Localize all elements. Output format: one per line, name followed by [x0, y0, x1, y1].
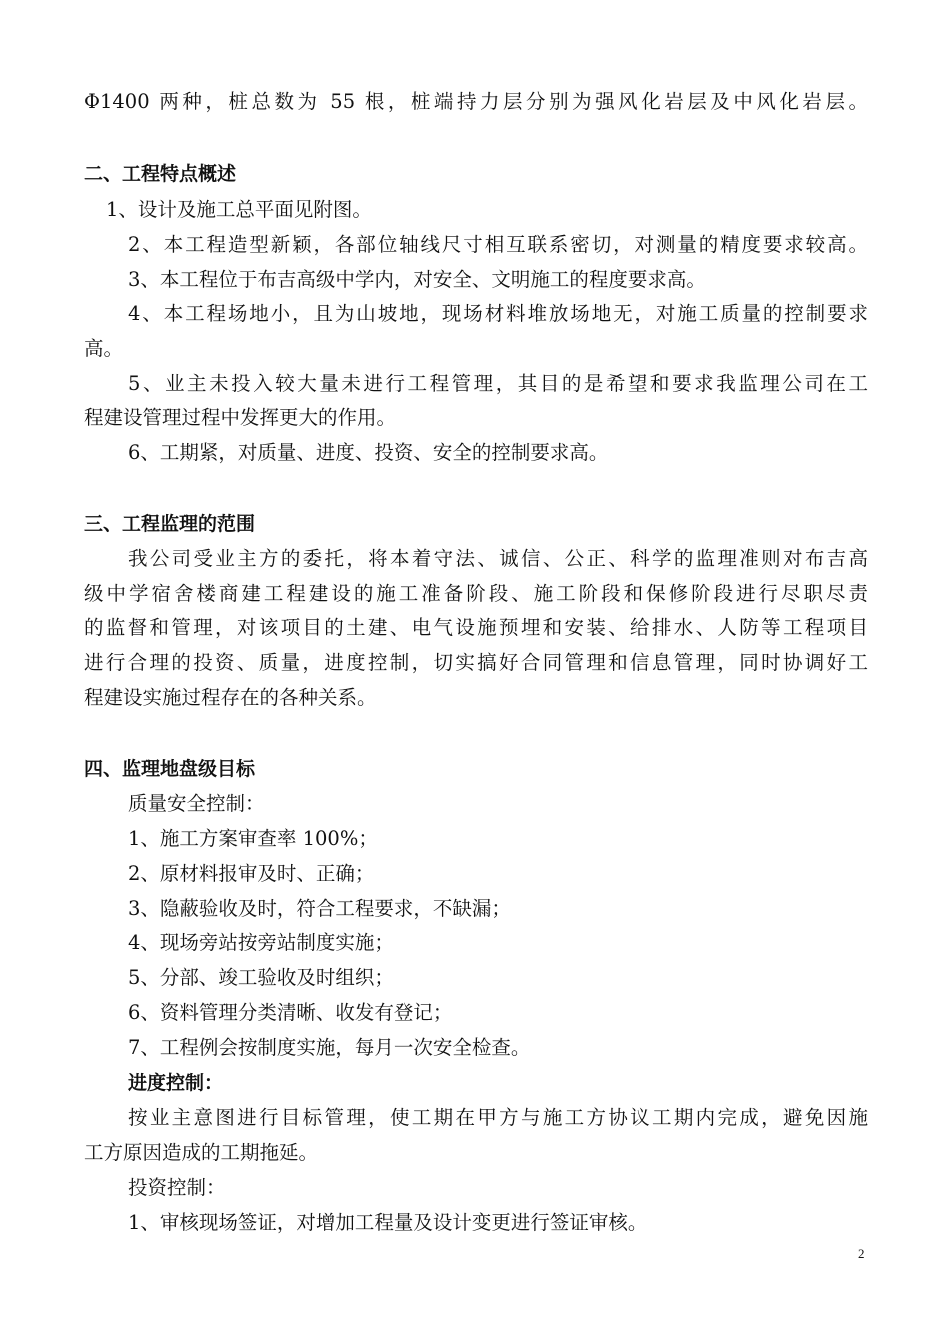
quality-item-1: 1、施工方案审查率 100%；: [128, 827, 378, 850]
intro-tail-line: Φ1400 两种，桩总数为 55 根，桩端持力层分别为强风化岩层及中风化岩层。: [84, 90, 868, 113]
quality-item-4: 4、现场旁站按旁站制度实施；: [128, 931, 394, 954]
quality-item-2: 2、原材料报审及时、正确；: [128, 862, 375, 885]
quality-safety-label: 质量安全控制：: [128, 792, 265, 815]
section-2-item-4-line-1: 4、本工程场地小，且为山坡地，现场材料堆放场地无，对施工质量的控制要求: [128, 302, 868, 325]
investment-item-1: 1、审核现场签证，对增加工程量及设计变更进行签证审核。: [128, 1211, 648, 1234]
section-4-heading: 四、监理地盘级目标: [84, 758, 256, 780]
schedule-para-line-1: 按业主意图进行目标管理，使工期在甲方与施工方协议工期内完成，避免因施: [128, 1106, 868, 1129]
schedule-control-label: 进度控制：: [128, 1072, 224, 1094]
section-2-heading: 二、工程特点概述: [84, 163, 237, 185]
section-2-item-3: 3、本工程位于布吉高级中学内，对安全、文明施工的程度要求高。: [128, 268, 706, 291]
section-3-heading: 三、工程监理的范围: [84, 513, 256, 535]
section-3-para-line-4: 进行合理的投资、质量，进度控制，切实搞好合同管理和信息管理，同时协调好工: [84, 651, 868, 674]
schedule-para-line-2: 工方原因造成的工期拖延。: [84, 1141, 319, 1164]
section-2-item-2: 2、本工程造型新颖，各部位轴线尺寸相互联系密切，对测量的精度要求较高。: [128, 233, 868, 256]
section-2-item-6: 6、工期紧，对质量、进度、投资、安全的控制要求高。: [128, 441, 609, 464]
section-2-item-5-line-2: 程建设管理过程中发挥更大的作用。: [84, 406, 397, 429]
section-2-item-1: 1、设计及施工总平面见附图。: [106, 198, 372, 221]
section-3-para-line-3: 的监督和管理，对该项目的土建、电气设施预埋和安装、给排水、人防等工程项目: [84, 616, 868, 639]
section-3-para-line-2: 级中学宿舍楼商建工程建设的施工准备阶段、施工阶段和保修阶段进行尽职尽责: [84, 582, 868, 605]
section-3-para-line-1: 我公司受业主方的委托，将本着守法、诚信、公正、科学的监理准则对布吉高: [128, 547, 868, 570]
quality-item-6: 6、资料管理分类清晰、收发有登记；: [128, 1001, 453, 1024]
section-2-item-5-line-1: 5、业主未投入较大量未进行工程管理，其目的是希望和要求我监理公司在工: [128, 372, 868, 395]
quality-item-5: 5、分部、竣工验收及时组织；: [128, 966, 394, 989]
quality-item-3: 3、隐蔽验收及时，符合工程要求，不缺漏；: [128, 897, 511, 920]
section-3-para-line-5: 程建设实施过程存在的各种关系。: [84, 686, 377, 709]
investment-control-label: 投资控制：: [128, 1176, 226, 1199]
quality-item-7: 7、工程例会按制度实施，每月一次安全检查。: [128, 1036, 531, 1059]
page-number: 2: [858, 1246, 865, 1261]
section-2-item-4-line-2: 高。: [84, 337, 124, 360]
